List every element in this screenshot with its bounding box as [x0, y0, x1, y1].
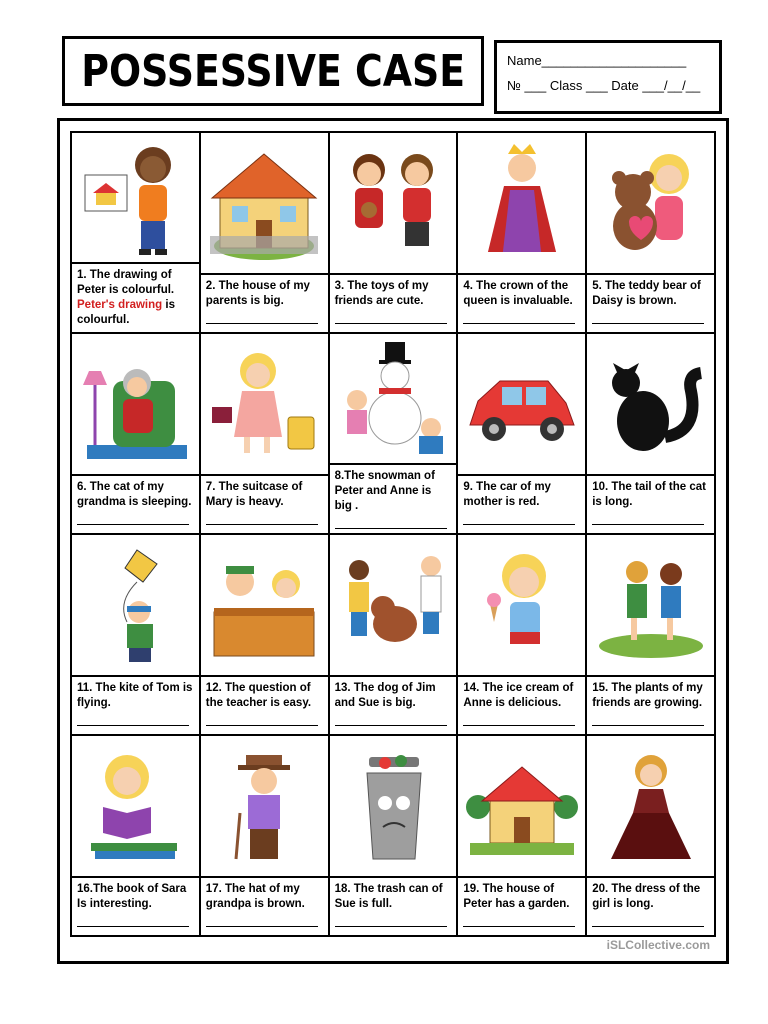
- title-box: [62, 36, 484, 106]
- exercise-cell-1: [72, 133, 201, 334]
- trash-can-icon: [335, 743, 451, 869]
- answer-line-20[interactable]: [592, 914, 704, 927]
- grandma-cat-icon: [77, 341, 193, 467]
- caption-17: 17. The hat of my grandpa is brown.: [205, 883, 305, 910]
- caption-12: 12. The question of the teacher is easy.: [205, 682, 312, 709]
- caption-19: 19. The house of Peter has a garden.: [463, 883, 570, 910]
- caption-16: 16.The book of Sara Is interesting.: [77, 883, 187, 910]
- caption-9: 9. The car of my mother is red.: [463, 481, 551, 508]
- caption-6: 6. The cat of my grandma is sleeping.: [77, 481, 192, 508]
- exercise-cell-12: [201, 535, 330, 736]
- answer-line-2[interactable]: [206, 311, 318, 324]
- exercise-cell-19: [458, 736, 587, 937]
- exercise-cell-6: [72, 334, 201, 535]
- exercise-cell-7: [201, 334, 330, 535]
- caption-4: 4. The crown of the queen is invaluable.: [463, 280, 573, 307]
- caption-14: 14. The ice cream of Anne is delicious.: [463, 682, 574, 709]
- exercise-cell-11: [72, 535, 201, 736]
- caption-2: 2. The house of my parents is big.: [205, 280, 310, 307]
- classroom-icon: [206, 542, 322, 668]
- house-icon: [206, 140, 322, 266]
- answer-line-16[interactable]: [77, 914, 189, 927]
- answer-line-4[interactable]: [463, 311, 575, 324]
- answer-line-9[interactable]: [463, 512, 575, 525]
- exercise-cell-18: [330, 736, 459, 937]
- exercise-cell-16: [72, 736, 201, 937]
- answer-1: Peter's drawing is colourful.: [77, 299, 175, 326]
- answer-line-18[interactable]: [335, 914, 447, 927]
- exercise-cell-5: [587, 133, 716, 334]
- answer-line-3[interactable]: [335, 311, 447, 324]
- ice-cream-girl-icon: [464, 542, 580, 668]
- caption-11: 11. The kite of Tom is flying.: [77, 682, 193, 709]
- name-field[interactable]: Name____________________: [507, 53, 687, 68]
- exercise-cell-15: [587, 535, 716, 736]
- answer-line-15[interactable]: [592, 713, 704, 726]
- watermark: iSLCollective.com: [606, 938, 710, 952]
- caption-10: 10. The tail of the cat is long.: [592, 481, 706, 508]
- student-info-box: [494, 40, 722, 114]
- caption-13: 13. The dog of Jim and Sue is big.: [334, 682, 436, 709]
- grandpa-hat-icon: [206, 743, 322, 869]
- answer-line-11[interactable]: [77, 713, 189, 726]
- exercise-cell-3: [330, 133, 459, 334]
- exercise-cell-20: [587, 736, 716, 937]
- caption-20: 20. The dress of the girl is long.: [592, 883, 701, 910]
- answer-line-17[interactable]: [206, 914, 318, 927]
- kite-boy-icon: [77, 542, 193, 668]
- black-cat-icon: [593, 341, 709, 467]
- exercise-cell-4: [458, 133, 587, 334]
- caption-18: 18. The trash can of Sue is full.: [334, 883, 443, 910]
- caption-3: 3. The toys of my friends are cute.: [334, 280, 429, 307]
- exercise-cell-13: [330, 535, 459, 736]
- answer-line-12[interactable]: [206, 713, 318, 726]
- answer-line-5[interactable]: [592, 311, 704, 324]
- caption-1: 1. The drawing of Peter is colourful.: [77, 269, 175, 296]
- snowman-icon: [335, 336, 451, 462]
- answer-line-10[interactable]: [592, 512, 704, 525]
- exercise-cell-9: [458, 334, 587, 535]
- answer-line-13[interactable]: [335, 713, 447, 726]
- exercise-cell-14: [458, 535, 587, 736]
- answer-line-7[interactable]: [206, 512, 318, 525]
- queen-icon: [464, 140, 580, 266]
- caption-7: 7. The suitcase of Mary is heavy.: [205, 481, 303, 508]
- caption-5: 5. The teddy bear of Daisy is brown.: [592, 280, 701, 307]
- answer-line-8[interactable]: [335, 516, 447, 529]
- girl-book-icon: [77, 743, 193, 869]
- exercise-cell-10: [587, 334, 716, 535]
- answer-line-6[interactable]: [77, 512, 189, 525]
- plants-kids-icon: [593, 542, 709, 668]
- boy-drawing-icon: [77, 135, 193, 261]
- worksheet-frame: [57, 118, 729, 964]
- exercise-cell-17: [201, 736, 330, 937]
- girl-suitcase-icon: [206, 341, 322, 467]
- answer-line-14[interactable]: [463, 713, 575, 726]
- teddy-bear-icon: [593, 140, 709, 266]
- class-date-field[interactable]: № ___ Class ___ Date ___/__/__: [507, 78, 701, 93]
- garden-house-icon: [464, 743, 580, 869]
- exercise-cell-8: [330, 334, 459, 535]
- kids-dog-icon: [335, 542, 451, 668]
- exercise-cell-2: [201, 133, 330, 334]
- red-car-icon: [464, 341, 580, 467]
- answer-line-19[interactable]: [463, 914, 575, 927]
- girl-dress-icon: [593, 743, 709, 869]
- caption-8: 8.The snowman of Peter and Anne is big .: [334, 470, 435, 512]
- caption-15: 15. The plants of my friends are growing.: [592, 682, 703, 709]
- children-toys-icon: [335, 140, 451, 266]
- exercise-grid: [70, 131, 716, 937]
- page-title: POSSESSIVE CASE: [81, 45, 465, 97]
